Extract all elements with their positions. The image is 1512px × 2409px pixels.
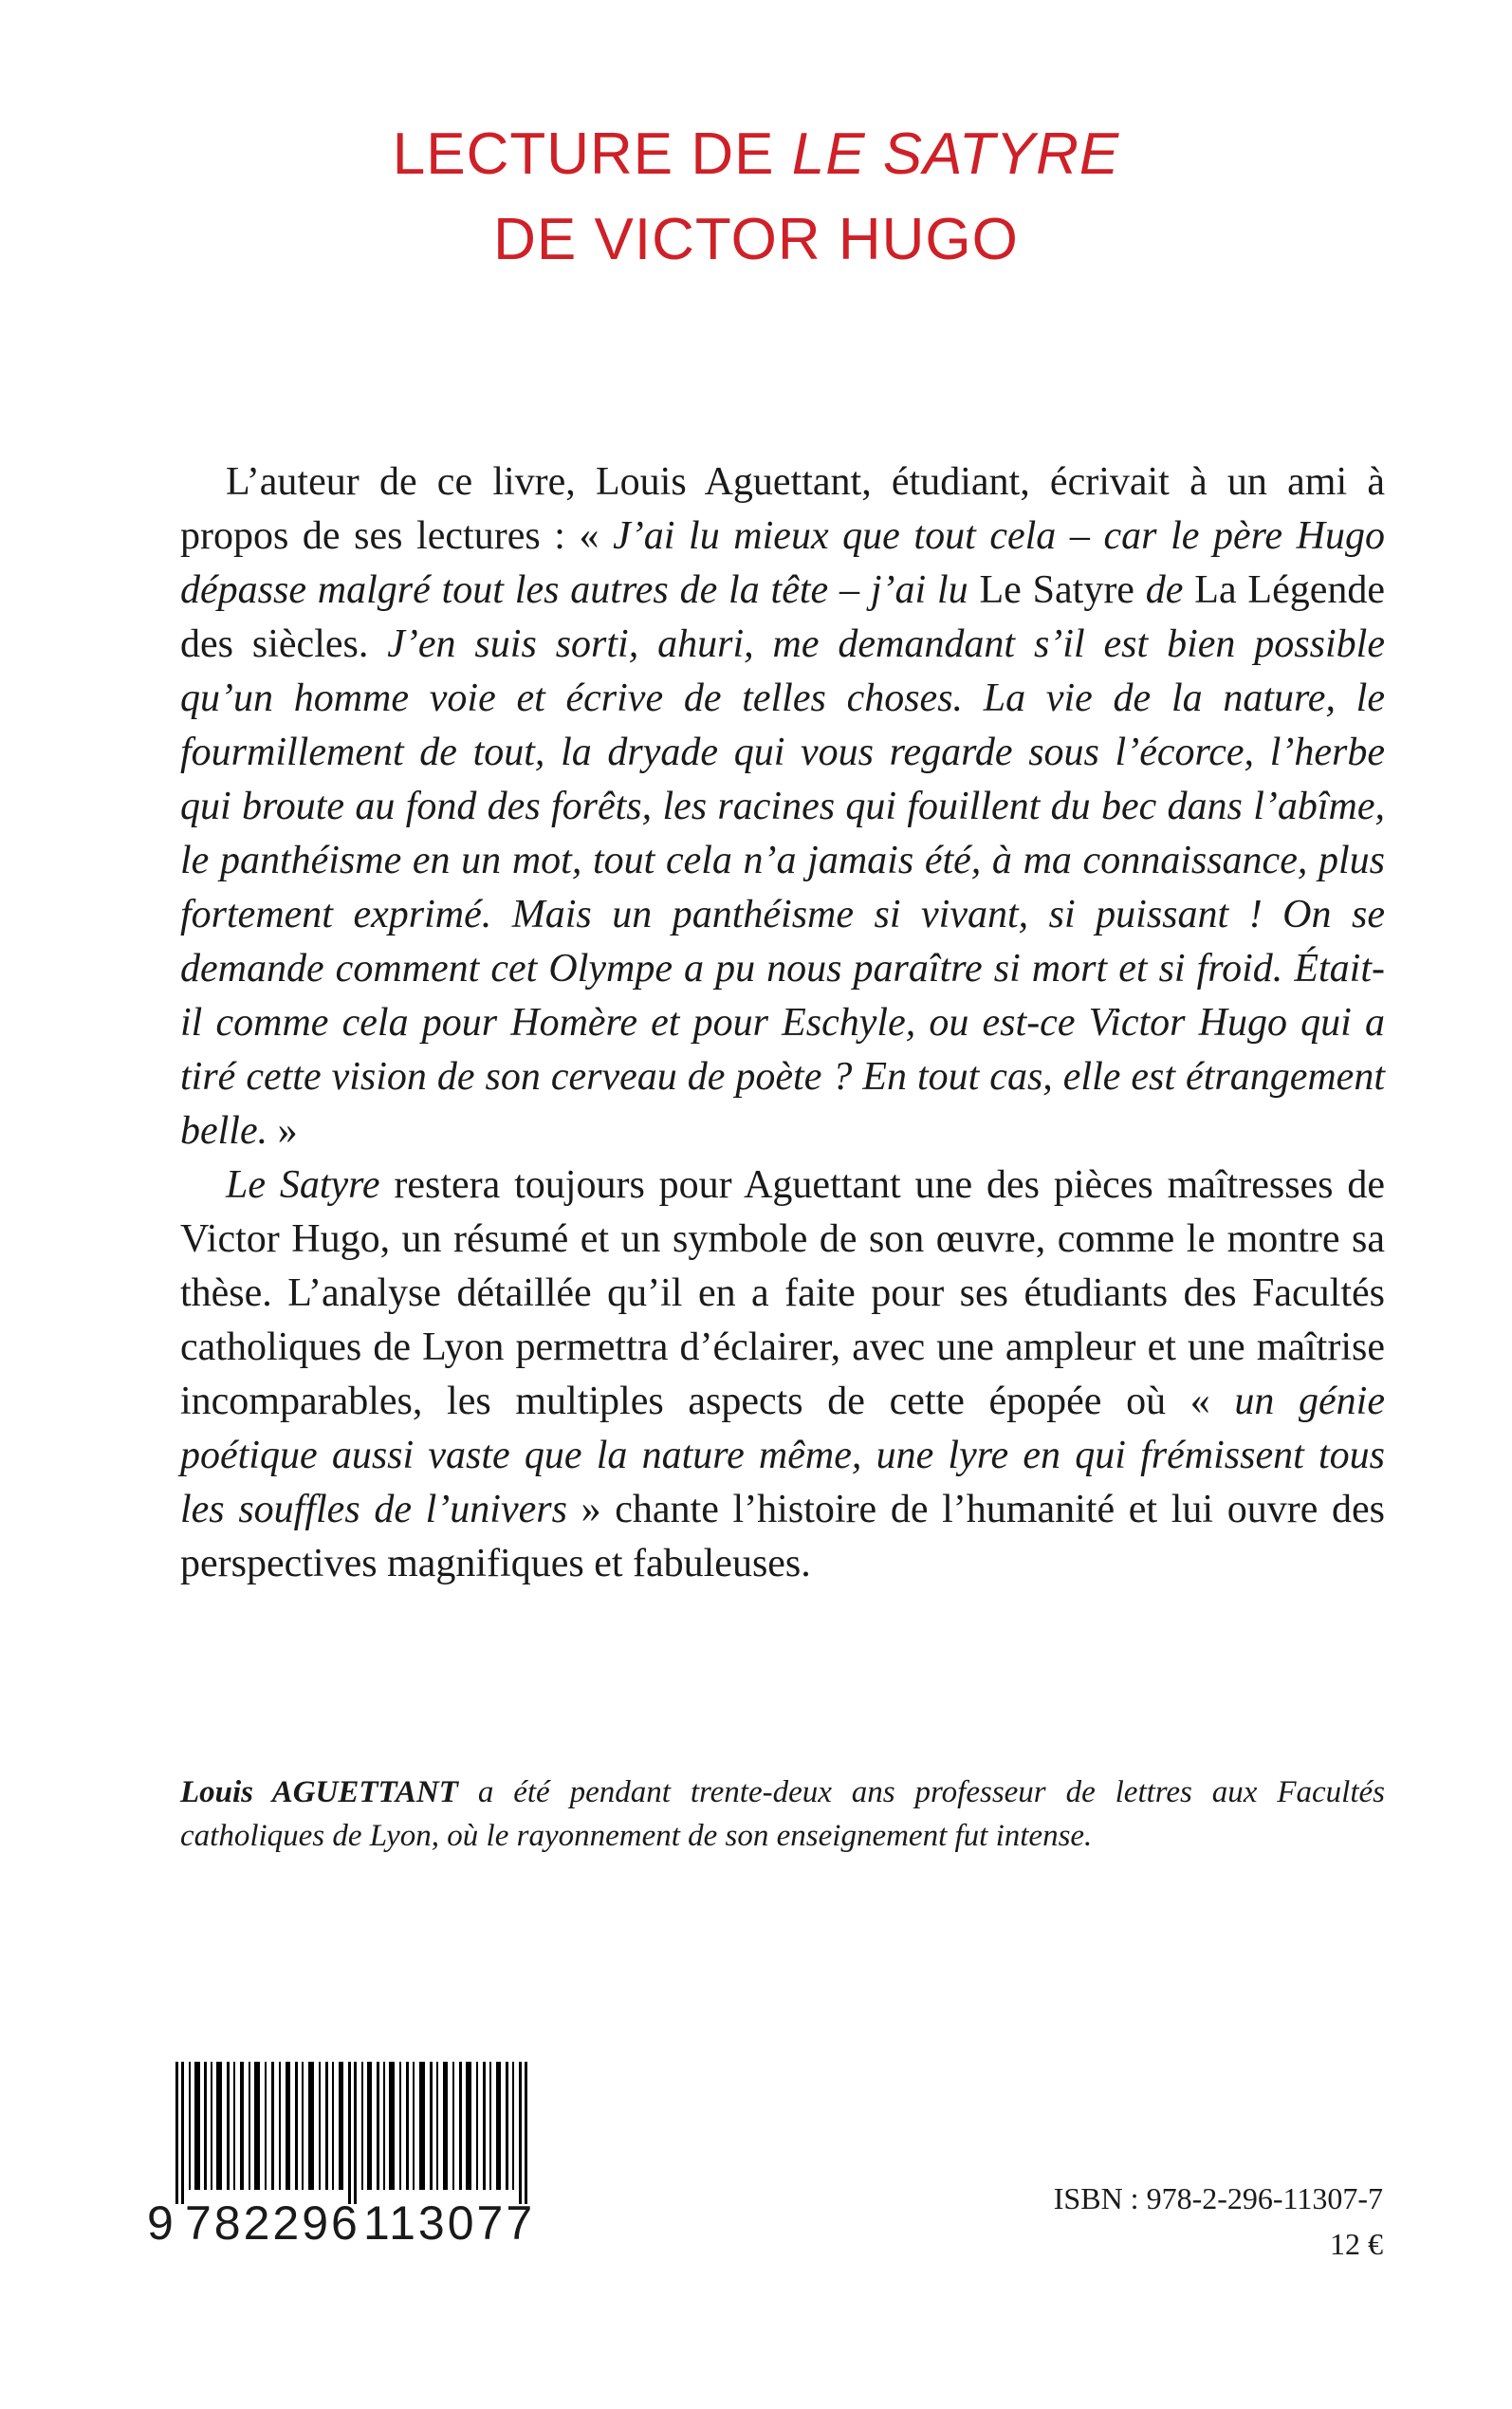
barcode-bar [279, 2062, 281, 2190]
barcode-bar [339, 2062, 343, 2190]
barcode-bar [354, 2062, 357, 2204]
barcode-bar [332, 2062, 334, 2190]
barcode-bar [367, 2062, 372, 2190]
barcode-bar [254, 2062, 260, 2190]
barcode-bar [189, 2062, 191, 2190]
isbn-label: ISBN : 978-2-296-11307-7 [1053, 2181, 1383, 2215]
barcode-bar [519, 2062, 522, 2204]
barcode-bar [483, 2062, 486, 2190]
barcode-bar [452, 2062, 454, 2190]
barcode-bar [295, 2062, 298, 2190]
barcode-bar [325, 2062, 328, 2190]
barcode-bar [430, 2062, 433, 2190]
barcode-bar [459, 2062, 462, 2190]
barcode-bar [211, 2062, 212, 2190]
barcode-bar [233, 2062, 235, 2190]
title-line-2: DE VICTOR HUGO [493, 207, 1019, 272]
barcode-bar [466, 2062, 471, 2190]
barcode-bar [443, 2062, 448, 2190]
barcode-bar [383, 2062, 385, 2190]
barcode-bar [399, 2062, 401, 2190]
author-name: Louis AGUETTANT [180, 1775, 458, 1809]
barcode-bar [302, 2062, 304, 2190]
blurb-paragraph-1: L’auteur de ce livre, Louis Aguettant, étudiant, écrivait à un ami à propos de ses lectures : « J’ai lu mieux que tout cela – car le père Hugo dépasse malgré tout les autres de la tête – j’ai lu Le Satyre de La Légende des siècles. J’en suis sorti, ahuri, me demandant s’il est bien possible qu’un homme voie et écrive de telles choses. La vie de la nature, le fourmillement de tout, la dryade qui vous regarde sous l’écorce, l’herbe qui broute au fond des forêts, les racines qui fouillent du bec dans l’abîme, le panthéisme en un mot, tout cela n’a jamais été, à ma connaissance, plus fortement exprimé. Mais un panthéisme si vivant, si puissant ! On se demande comment cet Olympe a pu nous paraître si mort et si froid. Était-il comme cela pour Homère et pour Eschyle, ou est-ce Victor Hugo qui a tiré cette vision de son cerveau de poète ? En tout cas, elle est étrangement belle. » [180, 460, 1386, 1153]
barcode-bars [147, 2062, 550, 2190]
barcode [147, 2062, 550, 2251]
barcode-digits: 9 782296 113077 [147, 2196, 536, 2250]
barcode-bar [389, 2062, 395, 2190]
barcode-bar [227, 2062, 230, 2190]
book-title [0, 112, 1512, 283]
barcode-bar [512, 2062, 514, 2190]
barcode-bar [240, 2062, 244, 2190]
barcode-bar [308, 2062, 314, 2190]
barcode-bar [436, 2062, 438, 2190]
barcode-bar [249, 2062, 250, 2190]
barcode-bar [377, 2062, 379, 2190]
barcode-bar [175, 2062, 178, 2204]
title-line-1: LECTURE DE LE SATYRE [392, 121, 1120, 187]
barcode-bar [271, 2062, 274, 2190]
barcode-bar [496, 2062, 501, 2190]
barcode-bar [181, 2062, 184, 2204]
barcode-bar [194, 2062, 200, 2190]
barcode-bar [319, 2062, 321, 2190]
price-label: 12 € [1330, 2227, 1383, 2261]
barcode-bar [525, 2062, 527, 2204]
blurb-text [180, 455, 1385, 1591]
barcode-bar [204, 2062, 207, 2190]
barcode-bar [406, 2062, 409, 2190]
barcode-bar [489, 2062, 491, 2190]
barcode-bar [419, 2062, 425, 2190]
barcode-bar [361, 2062, 363, 2190]
barcode-bar [348, 2062, 351, 2204]
barcode-bar [506, 2062, 508, 2190]
blurb-paragraph-2: Le Satyre restera toujours pour Aguettant une des pièces maîtresses de Victor Hugo, un résumé et un symbole de son œuvre, comme le montre sa thèse. L’analyse détaillée qu’il en a faite pour ses étudiants des Facultés catholiques de Lyon permettra d’éclairer, avec une ampleur et une maîtrise incomparables, les multiples aspects de cette épopée où « un génie poétique aussi vaste que la nature même, une lyre en qui frémissent tous les souffles de l’univers » chante l’histoire de l’humanité et lui ouvre des perspectives magnifiques et fabuleuses. [180, 1163, 1386, 1585]
barcode-bar [216, 2062, 222, 2190]
barcode-bar [286, 2062, 290, 2190]
author-note: Louis AGUETTANT a été pendant trente-deux ans professeur de lettres aux Facultés catholiques de Lyon, où le rayonnement de son enseignement fut intense. [180, 1775, 1385, 1853]
barcode-bar [413, 2062, 415, 2190]
barcode-bar [476, 2062, 478, 2190]
barcode-bar [265, 2062, 267, 2190]
